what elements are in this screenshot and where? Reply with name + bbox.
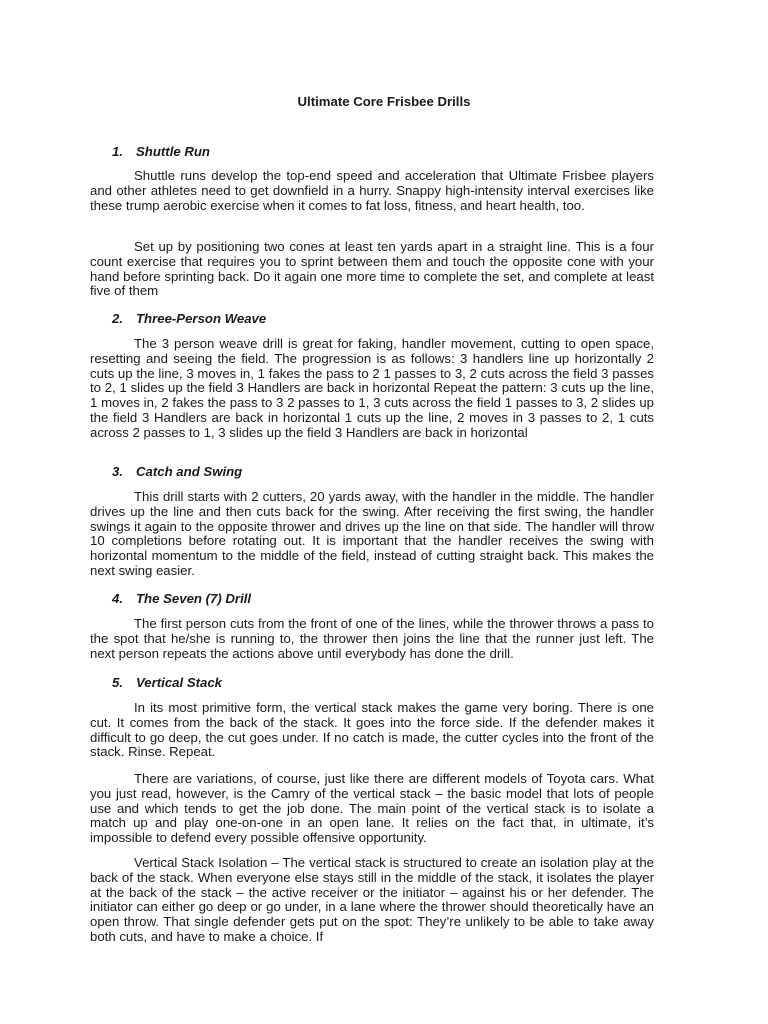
paragraph: Shuttle runs develop the top-end speed and acceleration that Ultimate Frisbee players and other athletes need to get downfield in a hurry. Snappy high-intensity interval exercises like these trump aerobic exercise when it comes to fat loss, fitness, and heart health, too. — [90, 168, 654, 213]
document-title: Ultimate Core Frisbee Drills — [297, 94, 471, 109]
section-title: The Seven (7) Drill — [136, 591, 252, 606]
paragraph: This drill starts with 2 cutters, 20 yards away, with the handler in the middle. The handler drives up the line and then cuts back for the swing. After receiving the first swing, the handler swings it again to the opposite thrower and drives up the line on that side. The handler will throw 10 completions before rotating out. It is important that the handler receives the swing with horizontal momentum to the middle of the field, instead of cutting straight back. This makes the next swing easier. — [90, 489, 654, 578]
paragraph: Set up by positioning two cones at least ten yards apart in a straight line. This is a four count exercise that requires you to sprint between them and touch the opposite cone with your hand before sprinting back. Do it again one more time to complete the set, and complete at least five of them — [90, 239, 654, 299]
section-heading-catch-and-swing — [112, 464, 242, 480]
section-title: Shuttle Run — [136, 144, 210, 159]
section-heading-shuttle-run — [112, 144, 210, 160]
section-title: Three-Person Weave — [136, 311, 267, 326]
paragraph: The 3 person weave drill is great for faking, handler movement, cutting to open space, resetting and seeing the field. The progression is as follows: 3 handlers line up horizontally 2 cuts up the line, 3 moves in, 1 fakes the pass to 2 1 passes to 3, 2 cuts across the field 3 passes to 2, 1 slides up the field 3 Handlers are back in horizontal Repeat the pattern: 3 cuts up the line, 1 moves in, 2 fakes the pass to 3 2 passes to 1, 3 cuts across the field 1 passes to 3, 2 slides up the field 3 Handlers are back in horizontal 1 cuts up the line, 2 moves in 3 passes to 2, 1 cuts across 2 passes to 1, 3 slides up the field 3 Handlers are back in horizontal — [90, 336, 654, 440]
paragraph: Vertical Stack Isolation – The vertical stack is structured to create an isolation play at the back of the stack. When everyone else stays still in the middle of the stack, it isolates the player at the back of the stack – the active receiver or the initiator – against his or her defender. The initiator can either go deep or go under, in a lane where the thrower should theoretically have an open throw. That single defender gets put on the spot: They’re unlikely to be able to take away both cuts, and have to make a choice. If — [90, 855, 654, 944]
paragraph: In its most primitive form, the vertical stack makes the game very boring. There is one cut. It comes from the back of the stack. It goes into the force side. If the defender makes it difficult to go deep, the cut goes under. If no catch is made, the cutter cycles into the front of the stack. Rinse. Repeat. — [90, 700, 654, 760]
section-heading-vertical-stack — [112, 675, 222, 691]
section-title: Catch and Swing — [136, 464, 243, 479]
section-number: 2. — [112, 311, 123, 326]
section-number: 1. — [112, 144, 123, 159]
section-number: 3. — [112, 464, 123, 479]
section-heading-three-person-weave — [112, 311, 266, 327]
section-title: Vertical Stack — [136, 675, 223, 690]
section-number: 4. — [112, 591, 123, 606]
paragraph: The first person cuts from the front of one of the lines, while the thrower throws a pass to the spot that he/she is running to, the thrower then joins the line that the runner just left. The next person repeats the actions above until everybody has done the drill. — [90, 616, 654, 661]
paragraph: There are variations, of course, just like there are different models of Toyota cars. What you just read, however, is the Camry of the vertical stack – the basic model that lots of people use and which tends to get the job done. The main point of the vertical stack is to isolate a match up and play one-on-one in an open lane. It relies on the fact that, in ultimate, it’s impossible to defend every possible offensive opportunity. — [90, 771, 654, 846]
section-number: 5. — [112, 675, 123, 690]
section-heading-seven-drill — [112, 591, 251, 607]
